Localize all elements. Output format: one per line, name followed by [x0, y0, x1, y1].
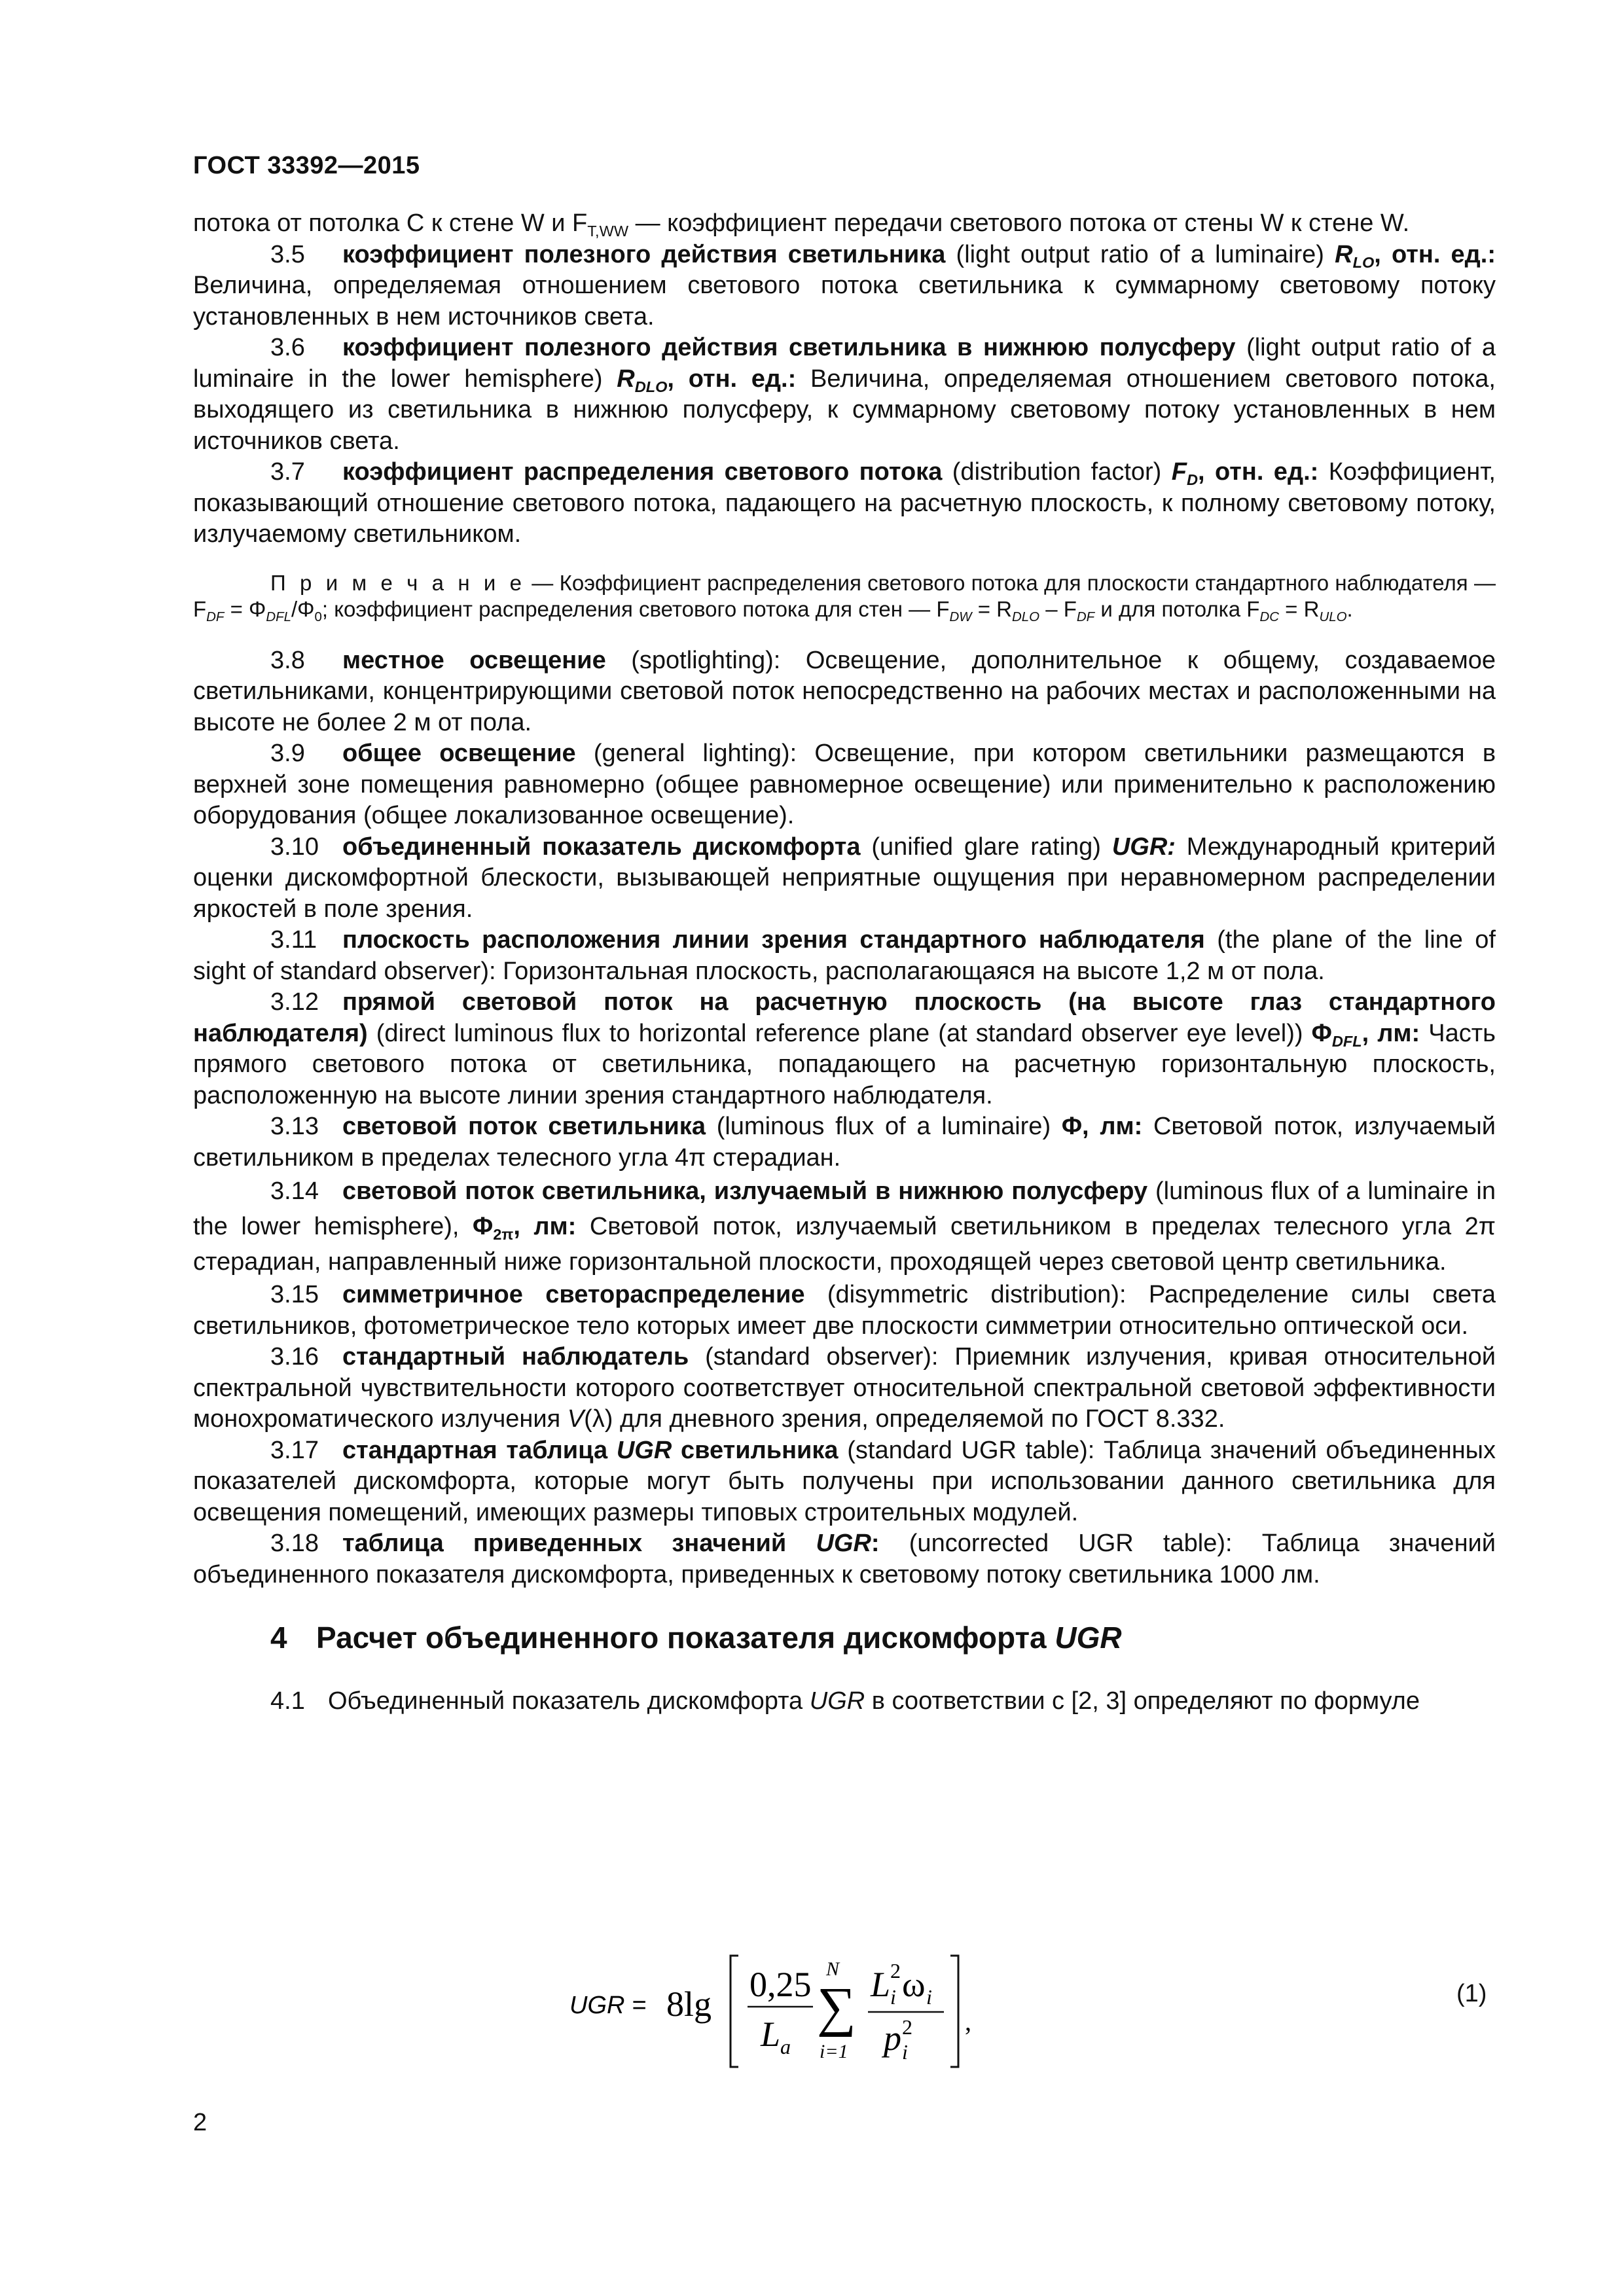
- fraction2-denominator-sup: 2: [902, 2015, 912, 2039]
- term-3-13: 3.13 световой поток светильника (luminous flux of a luminaire) Φ, лм: Световой поток, излучаемый светильником в пределах телесного угла 4π стерадиан.: [193, 1113, 1496, 1172]
- term-3-17: 3.17 стандартная таблица UGR светильника (standard UGR table): Таблица значений объединенных показателей дискомфорта, которые могут быть получены при использовании данного светильника для освещения помещений, имеющих размеры типовых строительных модулей.: [193, 1436, 1496, 1526]
- left-bracket: [731, 1956, 738, 2067]
- right-bracket: [950, 1956, 958, 2067]
- paragraph-4-1: 4.1 Объединенный показатель дискомфорта UGR в соответствии с [2, 3] определяют по формуле: [270, 1687, 1420, 1715]
- fraction2-denominator: p: [884, 2018, 901, 2058]
- equation-number: (1): [1456, 1980, 1487, 2007]
- term-3-6: 3.6 коэффициент полезного действия светильника в нижнюю полусферу (light output ratio of a luminaire in the lower hemisphere) $R_{DLO}$, отн. ед.: Величина, определяемая отношением светового потока, выходящего из светильника в нижнюю полусферу, к суммарному световому потоку установленных в нем источников света.: [193, 334, 1496, 455]
- term-3-14: 3.14 световой поток светильника, излучаемый в нижнюю полусферу (luminous flux of a luminaire in the lower hemisphere), $\Phi_{2\pi}$, лм: Световой поток, излучаемый светильником в пределах телесного угла 2π стерадиан, направленный ниже горизонтальной плоскости, проходящей через световой центр светильника.: [193, 1177, 1496, 1276]
- fraction2-numerator-L: L: [871, 1965, 891, 2004]
- formula-lhs: UGR =: [569, 1992, 647, 2019]
- term-3-12: 3.12 прямой световой поток на расчетную плоскость (на высоте глаз стандартного наблюдателя) (direct luminous flux to horizontal reference plane (at standard observer eye level)) $\Phi_{DFL}$, лм: Часть прямого светового потока от светильника, попадающего на расчетную горизонтальную плоскость, расположенную на высоте линии зрения стандартного наблюдателя.: [193, 988, 1496, 1109]
- note-paragraph: П р и м е ч а н и е — Коэффициент распределения светового потока для плоскости стандартного наблюдателя — $F_{DF} = \Phi_{DFL}/\Phi_0$; коэффициент распределения светового потока для стен — $F_{DW} = R_{DLO} - F_{DF}$ и для потолка $F_{DC} = R_{ULO}$.: [193, 570, 1496, 625]
- ugr-formula: [569, 1943, 1015, 2073]
- term-3-16: 3.16 стандартный наблюдатель (standard observer): Приемник излучения, кривая относительной спектральной чувствительности которого соответствует относительной спектральной световой эффективности монохроматического излучения V(λ) для дневного зрения, определяемой по ГОСТ 8.332.: [193, 1343, 1496, 1433]
- term-3-7: 3.7 коэффициент распределения светового потока (distribution factor) $F_D$, отн. ед.: Коэффициент, показывающий отношение светового потока, падающего на расчетную плоскость, к полному световому потоку, излучаемому светильником.: [193, 458, 1496, 548]
- note-label: П р и м е ч а н и е: [270, 570, 526, 595]
- formula-coefficient: 8lg: [666, 1984, 712, 2024]
- continuation-paragraph: потока от потолка C к стене W и $F_{T,WW}$ — коэффициент передачи светового потока от стены W к стене W.: [193, 209, 1410, 240]
- formula-denominator: L: [761, 2015, 781, 2054]
- section-heading: 4 Расчет объединенного показателя дискомфорта UGR: [270, 1621, 1122, 1655]
- term-3-11: 3.11 плоскость расположения линии зрения стандартного наблюдателя (the plane of the line of sight of standard observer): Горизонтальная плоскость, располагающаяся на высоте 1,2 м от пола.: [193, 926, 1496, 985]
- sum-upper-limit: N: [826, 1958, 840, 1980]
- term-3-15: 3.15 симметричное светораспределение (disymmetric distribution): Распределение силы света светильников, фотометрическое тело которых имеет две плоскости симметрии относительно оптической оси.: [193, 1281, 1496, 1340]
- fraction2-omega: ω: [902, 1965, 926, 2004]
- sum-sign: ∑: [817, 1977, 856, 2037]
- formula-numerator: 0,25: [749, 1965, 812, 2004]
- document-body: [193, 208, 1496, 1717]
- fraction2-numerator-sup: 2: [890, 1959, 901, 1982]
- fraction2-denominator-sub: i: [902, 2040, 908, 2064]
- term-3-18: 3.18 таблица приведенных значений UGR: (uncorrected UGR table): Таблица значений объединенного показателя дискомфорта, приведенных к световому потоку светильника 1000 лм.: [193, 1530, 1496, 1588]
- sum-lower-limit: i=1: [820, 2041, 848, 2062]
- term-3-8: 3.8 местное освещение (spotlighting): Освещение, дополнительное к общему, создаваемое светильниками, концентрирующими световой поток непосредственно на рабочих местах и расположенными на высоте не более 2 м от пола.: [193, 646, 1496, 736]
- fraction2-omega-sub: i: [926, 1985, 932, 2009]
- term-3-10: 3.10 объединенный показатель дискомфорта (unified glare rating) UGR: Международный критерий оценки дискомфортной блескости, вызывающей неприятные ощущения при неравномерном распределении яркостей в поле зрения.: [193, 833, 1496, 923]
- formula-trailing-comma: ,: [965, 2007, 971, 2036]
- fraction2-numerator-sub: i: [890, 1985, 896, 2009]
- term-3-9: 3.9 общее освещение (general lighting): Освещение, при котором светильники размещаются в верхней зоне помещения равномерно (общее равномерное освещение) или применительно к расположению оборудования (общее локализованное освещение).: [193, 740, 1496, 829]
- document-header: ГОСТ 33392—2015: [193, 152, 420, 179]
- term-3-5: 3.5 коэффициент полезного действия светильника (light output ratio of a luminaire) $R_{LO}$, отн. ед.: Величина, определяемая отношением светового потока светильника к суммарному световому потоку установленных в нем источников света.: [193, 240, 1496, 331]
- page-number: 2: [193, 2109, 208, 2136]
- formula-denominator-sub: a: [780, 2035, 791, 2058]
